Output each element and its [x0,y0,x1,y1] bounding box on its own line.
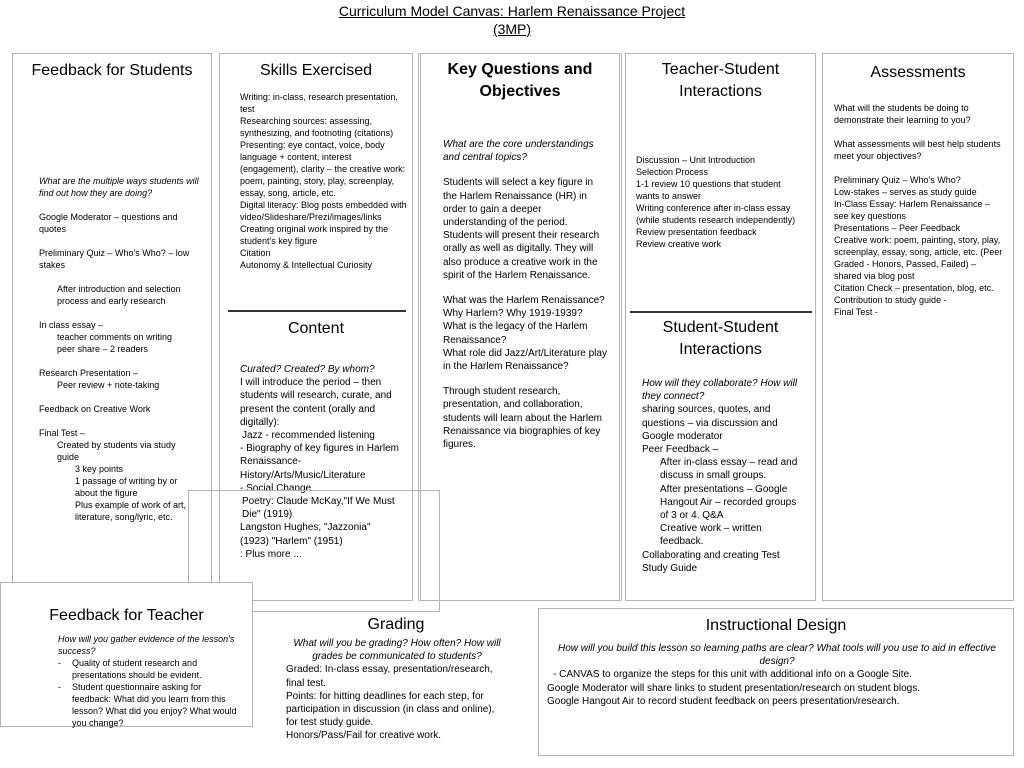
fs-line-10: Final Test – [39,428,85,438]
feedback-students-prompt: What are the multiple ways students will find out how they are doing? [39,176,199,198]
as-para-7: Creative work: poem, painting, story, play, screenplay, essay, song, article, etc. (Peer Graded - Honors, Passed, Failed) – shared via blog post [834,235,1003,281]
ts-line-3: 1-1 review 10 questions that student wants to answer [636,179,781,201]
kq-para-3: What is the legacy of the Harlem Renaissance? [443,321,588,346]
skills-body [240,91,408,271]
content-line-3: - Biography of key figures in Harlem Renaissance- History/Arts/Music/Literature [240,443,399,481]
key-questions-title-2: Objectives [479,83,561,100]
fs-line-2: Preliminary Quiz – Who's Who? – low stakes [39,248,190,270]
grading-line-3: Honors/Pass/Fail for creative work. [286,730,442,742]
content-line-6: Langston Hughes, "Jazzonia" (1923) "Harlem" (1951) [240,522,371,547]
grading-line-1: Graded: In-class essay, presentation/research, final test. [286,664,493,689]
key-questions-title [421,59,619,103]
document-title [0,2,1024,38]
ft-bullet-2 [58,681,238,729]
skills-line-7: Autonomy & Intellectual Curiosity [240,260,373,270]
feedback-teacher-prompt: How will you gather evidence of the lesson's success? [58,634,235,656]
fs-line-4: In class essay – [39,320,104,330]
as-para-6: Presentations – Peer Feedback [834,223,961,233]
interactions-panel [625,53,816,601]
interactions-divider [630,311,812,313]
content-line-4: - Social Change [240,482,312,494]
ts-line-6: Review creative work [636,239,722,249]
fs-line-6: peer share – 2 readers [57,344,149,354]
fs-line-5: teacher comments on writing [57,332,173,342]
ss-line-6: Collaborating and creating Test Study Guide [642,549,780,574]
skills-line-3: Presenting: eye contact, voice, body language + content, interest (engagement), clarity – the creative work: poem, painting, story, play, screenplay, essay, song, article, etc. [240,140,406,198]
feedback-students-body [39,175,199,523]
skills-title: Skills Exercised [259,62,373,79]
content-title: Content [287,320,345,337]
ft-bullet-2-dash: - [58,682,61,692]
ts-line-5: Review presentation feedback [636,227,757,237]
as-para-3: Preliminary Quiz – Who's Who? [834,175,961,185]
ss-line-3: After in-class essay – read and discuss in small groups. [660,457,798,482]
ts-line-2: Selection Process [636,167,709,177]
teacher-student-body [636,154,806,250]
content-prompt: Curated? Created? By whom? [240,364,375,375]
ft-bullet-2-text: Student questionnaire asking for feedback: What did you learn from this lesson? What did you enjoy? What would you change? [72,682,237,728]
grading-prompt: What will you be grading? How often? How will grades be communicated to students? [293,638,501,663]
feedback-teacher-title: Feedback for Teacher [49,607,204,624]
skills-line-6: Citation [240,248,271,258]
teacher-student-title-2: Interactions [679,83,762,100]
fs-line-9: Feedback on Creative Work [39,404,151,414]
feedback-students-title: Feedback for Students [31,62,193,79]
student-student-prompt: How will they collaborate? How will they connect? [642,378,798,403]
teacher-student-title [626,59,815,103]
as-para-1: What will the students be doing to demonstrate their learning to you? [834,103,971,125]
key-questions-body [443,138,607,451]
skills-content-divider [228,310,406,312]
fs-line-1: Google Moderator – questions and quotes [39,212,178,234]
assessments-title: Assessments [870,64,966,81]
key-questions-prompt: What are the core understandings and central topics? [443,139,594,164]
as-para-2: What assessments will best help students meet your objectives? [834,139,1001,161]
ft-bullet-1-dash: - [58,658,61,668]
grading-title: Grading [367,616,425,633]
fs-line-13: 1 passage of writing by or about the figure [75,476,178,498]
ts-line-4: Writing conference after in-class essay (while students research independently) [636,203,796,225]
student-student-title-2: Interactions [679,341,762,358]
kq-para-1: Students will select a key figure in the Harlem Renaissance (HR) in order to gain a deeper understanding of the period. Students will present their research orally as well as digitally. They will also produce a creative work in the spirit of the Harlem Renaissance. [443,177,600,281]
id-line-1: - CANVAS to organize the steps for this unit with additional info on a Google Site. [553,669,912,681]
assessments-panel [822,53,1014,601]
teacher-student-title-1: Teacher-Student [661,61,780,78]
assessments-body [834,102,1004,318]
fs-line-7: Research Presentation – [39,368,139,378]
ss-line-2: Peer Feedback – [642,444,719,456]
content-line-1: I will introduce the period – then students will research, curate, and present the content (orally and digitally): [240,377,392,428]
student-student-title [626,317,815,361]
skills-line-4: Digital literacy: Blog posts embedded with video/Slideshare/Prezi/images/links [240,200,407,222]
ft-bullet-1-text: Quality of student research and presentations should be evident. [72,658,202,680]
key-questions-panel [418,53,622,601]
fs-line-14: Plus example of work of art, literature, song/lyric, etc. [75,500,187,522]
kq-para-4: What role did Jazz/Art/Literature play in the Harlem Renaissance? [443,347,607,373]
kq-para-2: What was the Harlem Renaissance? Why Harlem? Why 1919-1939? [443,295,605,320]
feedback-students-panel [12,53,212,601]
instructional-design-body [547,642,1007,708]
skills-line-2: Researching sources: assessing, synthesizing, and footnoting (citations) [240,116,394,138]
ss-line-5: Creative work – written feedback. [660,523,762,548]
as-para-10: Final Test - [834,307,878,317]
as-para-8: Citation Check – presentation, blog, etc. [834,283,994,293]
feedback-teacher-panel [0,582,253,727]
kq-para-5: Through student research, presentation, and collaboration, students will learn about the Harlem Renaissance via biographies of key figures. [443,386,602,451]
skills-line-1: Writing: in-class, research presentation, test [240,92,398,114]
content-line-7: : Plus more ... [240,548,302,560]
as-para-9: Contribution to study guide - [834,295,947,305]
instructional-design-prompt: How will you build this lesson so learning paths are clear? What tools will you use to aid in effective design? [558,643,996,668]
title-line-2: (3MP) [492,21,532,37]
fs-line-3: After introduction and selection process and early research [57,284,181,306]
content-line-5: Poetry: Claude McKay,"If We Must Die" (1919) [242,496,395,521]
instructional-design-title: Instructional Design [705,617,847,634]
ss-line-4: After presentations – Google Hangout Air – recorded groups of 3 or 4. Q&A [660,483,797,522]
title-line-1: Curriculum Model Canvas: Harlem Renaissance Project [338,3,686,19]
grading-line-2: Points: for hitting deadlines for each step, for participation in discussion (in class and online), for test study guide. [286,690,495,729]
instructional-design-panel [538,608,1014,756]
key-questions-title-1: Key Questions and [447,61,593,78]
skills-line-5: Creating original work inspired by the student's key figure [240,224,389,246]
student-student-title-1: Student-Student [662,319,779,336]
content-line-2: Jazz - recommended listening [242,430,375,442]
as-para-5: In-Class Essay: Harlem Renaissance – see key questions [834,199,991,221]
id-line-3: Google Hangout Air to record student feedback on peers presentation/research. [547,695,900,707]
ss-line-1: sharing sources, quotes, and questions – via discussion and Google moderator [642,404,778,442]
fs-line-12: 3 key points [75,464,124,474]
fs-line-8: Peer review + note-taking [57,380,160,390]
student-student-body [642,377,806,575]
ft-bullet-1 [58,657,238,681]
id-line-2: Google Moderator will share links to student presentation/research on student blogs. [547,682,920,694]
grading-panel [280,610,512,750]
grading-body [286,637,508,743]
ts-line-1: Discussion – Unit Introduction [636,155,756,165]
as-para-4: Low-stakes – serves as study guide [834,187,977,197]
feedback-teacher-body [58,633,238,729]
fs-line-11: Created by students via study guide [57,440,176,462]
